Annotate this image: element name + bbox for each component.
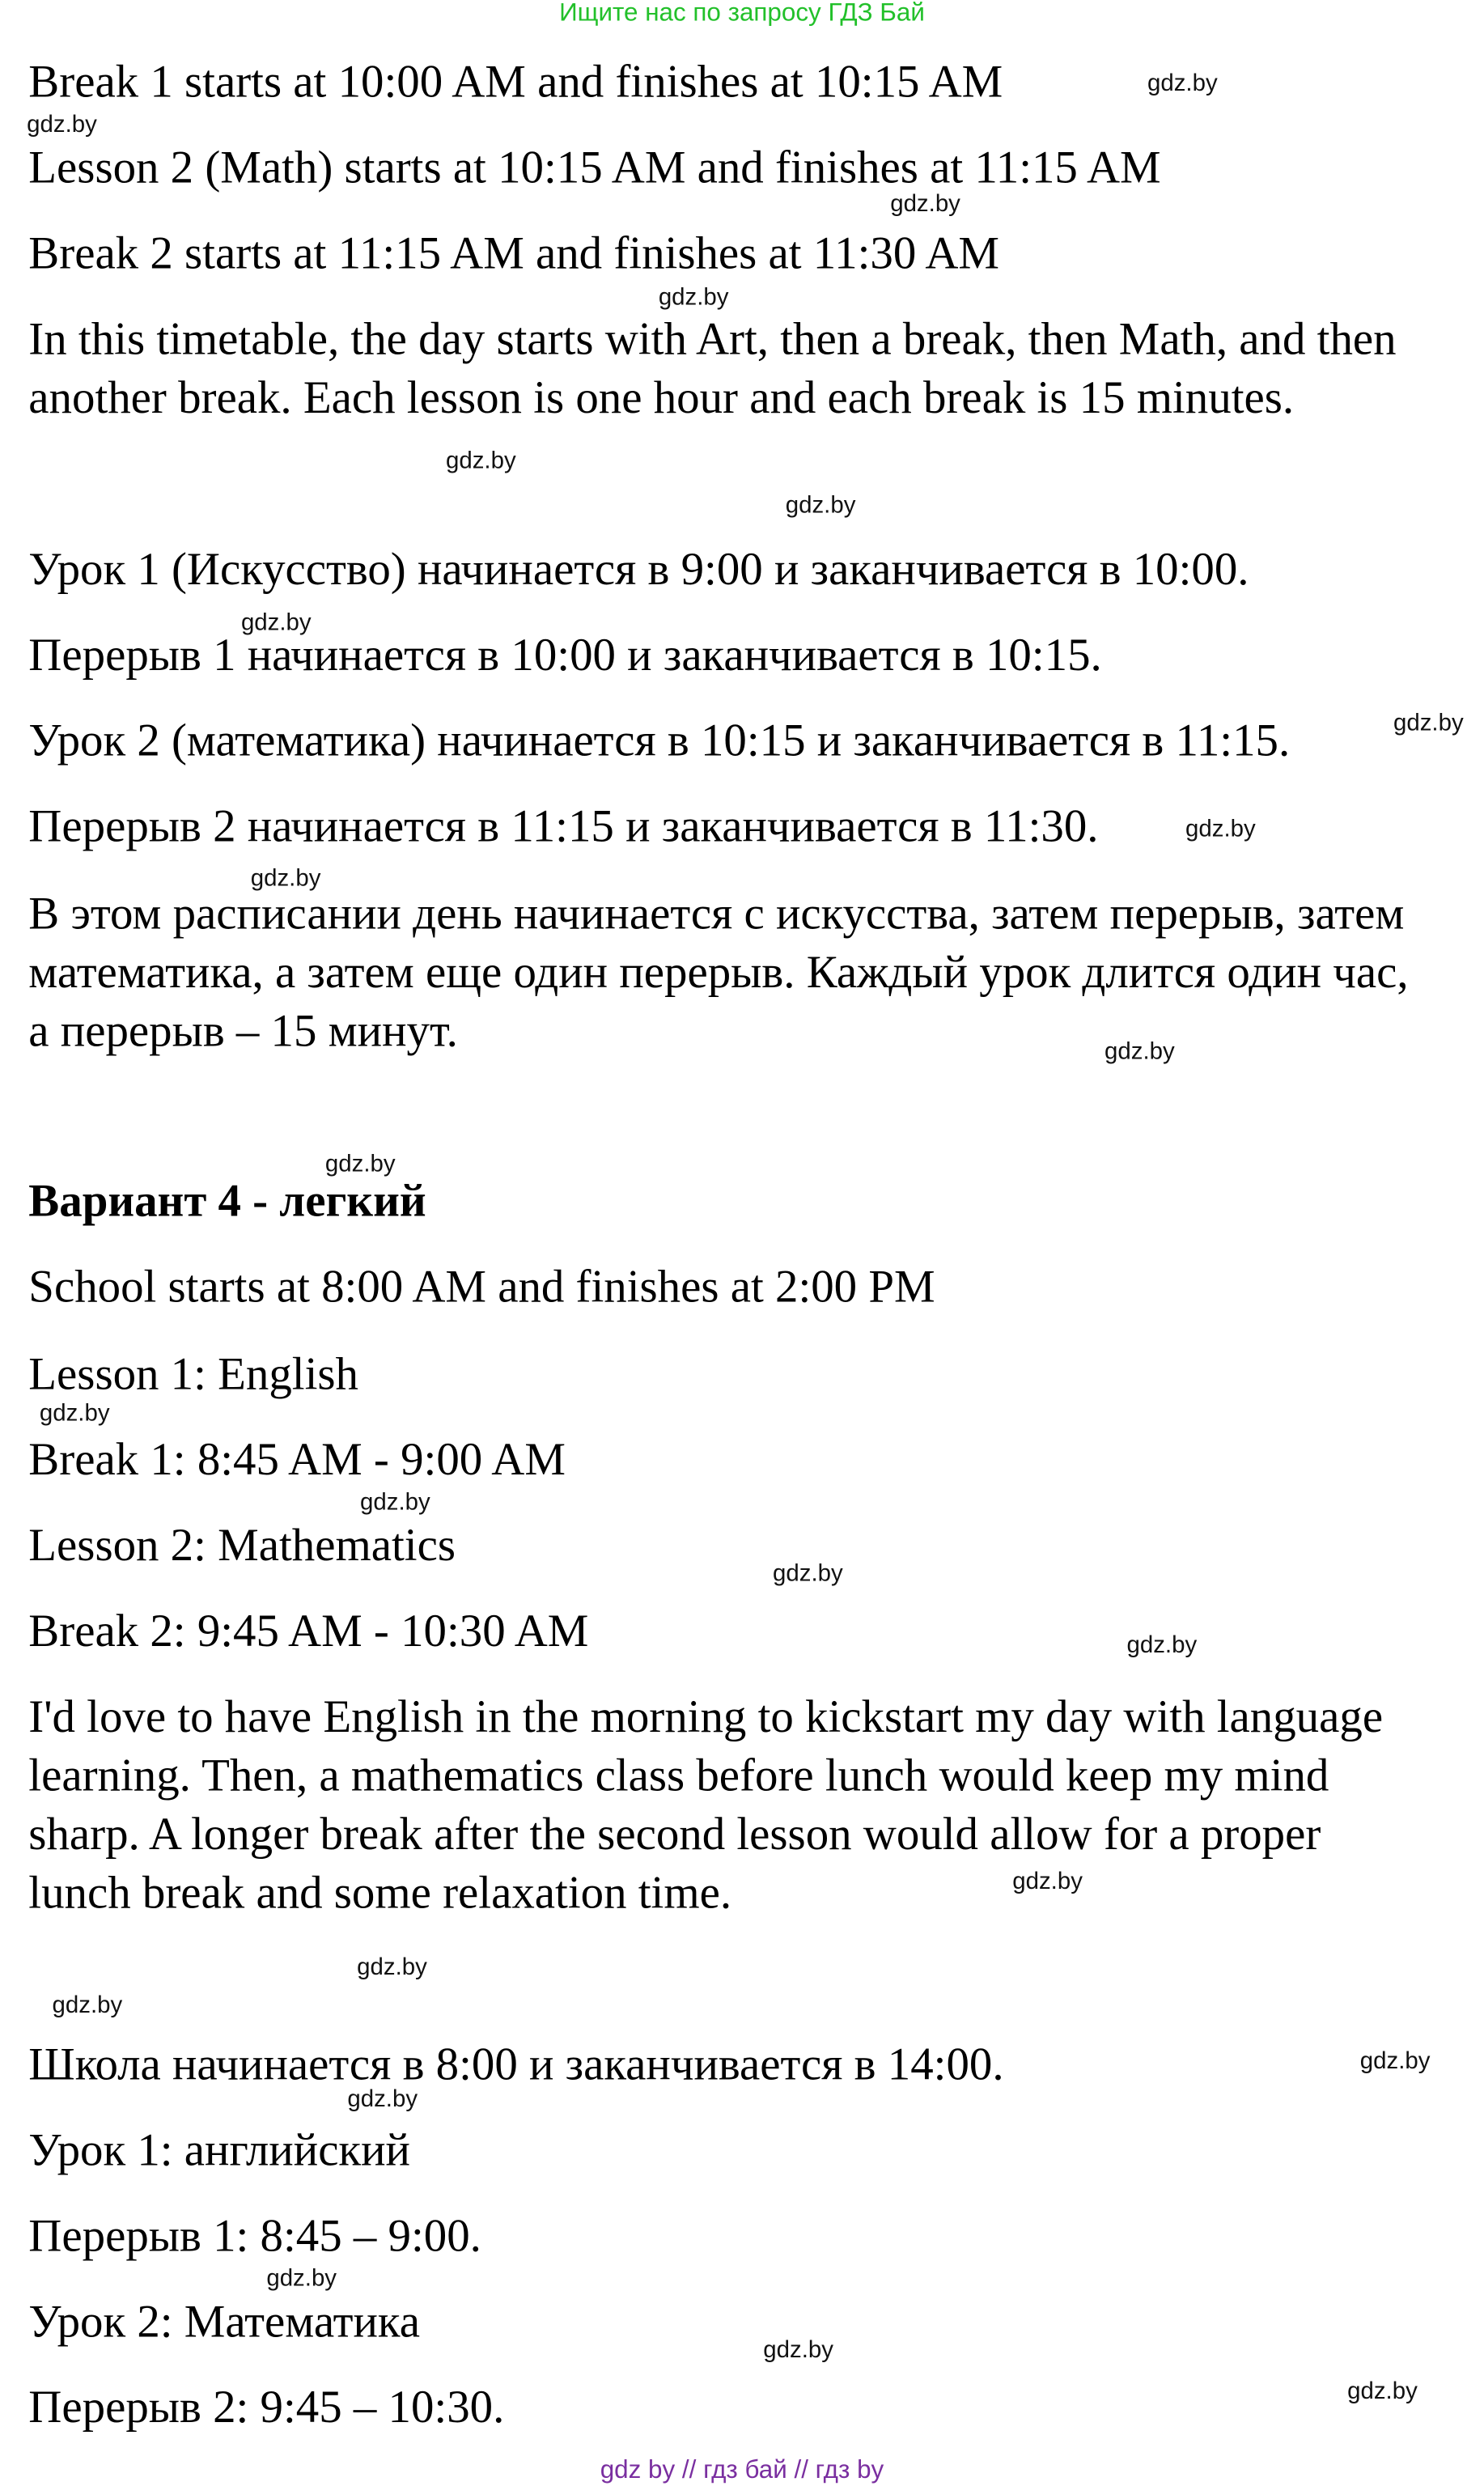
text-line: Перерыв 2 начинается в 11:15 и заканчивается в 11:30. — [28, 801, 1099, 853]
text-line: Урок 2: Математика — [28, 2297, 420, 2348]
text-line: Урок 1 (Искусство) начинается в 9:00 и заканчивается в 10:00. — [28, 544, 1249, 596]
watermark: gdz.by — [1126, 1631, 1198, 1659]
text-line: Перерыв 1: 8:45 – 9:00. — [28, 2211, 481, 2263]
watermark: gdz.by — [52, 1992, 123, 2020]
text-line: Lesson 2: Mathematics — [28, 1521, 456, 1572]
watermark: gdz.by — [357, 1954, 427, 1981]
watermark: gdz.by — [240, 609, 312, 637]
text-line: Урок 1: английский — [28, 2125, 410, 2177]
paragraph-line: sharp. A longer break after the second lesson would allow for a proper — [28, 1809, 1321, 1860]
watermark: gdz.by — [347, 2085, 418, 2113]
paragraph-line: In this timetable, the day starts with Art, then a break, then Math, and then — [28, 314, 1397, 366]
watermark: gdz.by — [890, 190, 960, 218]
paragraph-line: математика, а затем еще один перерыв. Каждый урок длится один час, — [28, 948, 1409, 999]
watermark: gdz.by — [1012, 1868, 1083, 1896]
watermark: gdz.by — [1393, 709, 1464, 737]
text-line: Break 1 starts at 10:00 AM and finishes at 10:15 AM — [28, 57, 1003, 108]
text-line: Перерыв 2: 9:45 – 10:30. — [28, 2382, 505, 2433]
text-line: Lesson 2 (Math) starts at 10:15 AM and finishes at 11:15 AM — [28, 142, 1161, 194]
paragraph-line: learning. Then, a mathematics class before lunch would keep my mind — [28, 1750, 1329, 1802]
paragraph-line: lunch break and some relaxation time. — [28, 1868, 732, 1920]
paragraph-line: а перерыв – 15 минут. — [28, 1006, 458, 1058]
watermark: gdz.by — [658, 284, 729, 312]
text-line: Break 2 starts at 11:15 AM and finishes at 11:30 AM — [28, 228, 1000, 280]
watermark: gdz.by — [785, 492, 856, 520]
text-line: Школа начинается в 8:00 и заканчивается в 14:00. — [28, 2039, 1004, 2091]
text-line: Урок 2 (математика) начинается в 10:15 и заканчивается в 11:15. — [28, 715, 1291, 767]
watermark: gdz.by — [1105, 1037, 1175, 1066]
footer-links[interactable]: gdz by // гдз бай // гдз by — [600, 2457, 884, 2484]
text-line: School starts at 8:00 AM and finishes at 2:00 PM — [28, 1262, 935, 1313]
variant-heading: Вариант 4 - легкий — [28, 1176, 426, 1228]
watermark: gdz.by — [266, 2265, 337, 2293]
watermark: gdz.by — [27, 111, 97, 138]
watermark: gdz.by — [1359, 2047, 1431, 2075]
watermark: gdz.by — [324, 1151, 396, 1178]
watermark: gdz.by — [360, 1488, 430, 1517]
watermark: gdz.by — [773, 1560, 843, 1588]
watermark: gdz.by — [39, 1400, 110, 1428]
paragraph-line: I'd love to have English in the morning to kickstart my day with language — [28, 1691, 1384, 1743]
text-line: Lesson 1: English — [28, 1349, 358, 1401]
text-line: Перерыв 1 начинается в 10:00 и заканчивается в 10:15. — [28, 630, 1102, 681]
watermark: gdz.by — [445, 448, 516, 475]
paragraph-line: В этом расписании день начинается с искусства, затем перерыв, затем — [28, 889, 1405, 940]
text-line: Break 1: 8:45 AM - 9:00 AM — [28, 1435, 566, 1486]
watermark: gdz.by — [1185, 816, 1256, 843]
text-line: Break 2: 9:45 AM - 10:30 AM — [28, 1606, 589, 1657]
header-banner[interactable]: Ищите нас по запросу ГДЗ Бай — [559, 0, 925, 28]
watermark: gdz.by — [250, 865, 321, 893]
watermark: gdz.by — [1147, 70, 1218, 97]
watermark: gdz.by — [763, 2336, 833, 2364]
paragraph-line: another break. Each lesson is one hour and each break is 15 minutes. — [28, 372, 1295, 424]
watermark: gdz.by — [1347, 2378, 1418, 2405]
